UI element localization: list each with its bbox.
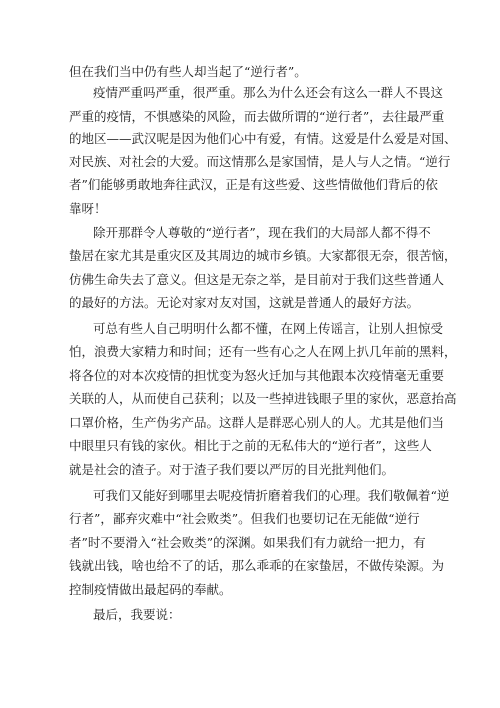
text-line: 但在我们当中仍有些人却当起了“逆行者”。 [69, 64, 307, 79]
text-line: 的地区——武汉呢是因为他们心中有爱，有情。这爱是什么爱是对国、 [69, 131, 457, 146]
text-line: 就是社会的渣子。对于渣子我们要以严厉的目光批判他们。 [69, 462, 395, 477]
text-line: 疫情严重吗严重，很严重。那么为什么还会有这么一群人不畏这 [93, 85, 444, 100]
text-line: 除开那群令人尊敬的“逆行者”，现在我们的大局部人都不得不 [93, 225, 431, 240]
text-line: 的最好的方法。无论对家对友对国，这就是普通人的最好方法。 [69, 295, 420, 310]
text-line: 中眼里只有钱的家伙。相比于之前的无私伟大的“逆行者”，这些人 [69, 438, 432, 453]
text-line: 钱就出钱，啥也给不了的话，那么乖乖的在家蛰居，不做传染源。为 [69, 558, 445, 573]
text-line: 将各位的对本次疫情的担忧变为怒火迁加与其他跟本次疫情毫无重要 [69, 368, 445, 383]
text-line: 严重的疫情，不惧感染的风险，而去做所谓的“逆行者”，去往最严重 [69, 109, 445, 124]
text-line: 蛰居在家尤其是重灾区及其周边的城市乡镇。大家都很无奈，很苦恼， [69, 248, 457, 263]
text-line: 可总有些人自己明明什么都不懂，在网上传谣言，让别人担惊受 [93, 321, 444, 336]
text-line: 关联的人，从而使自己获利；以及一些掉进钱眼子里的家伙，恶意抬高 [69, 391, 457, 406]
text-line: 者”们能够勇敢地奔往武汉，正是有这些爱、这些情做他们背后的依 [69, 177, 438, 192]
text-line: 最后，我要说： [93, 607, 181, 622]
text-line: 仿佛生命失去了意义。但这是无奈之举，是目前对于我们这些普通人 [69, 272, 445, 287]
text-line: 行者”，鄙弃灾难中“社会败类”。但我们也要切记在无能做“逆行 [69, 511, 420, 526]
text-line: 口罩价格，生产伪劣产品。这群人是群恶心别人的人。尤其是他们当 [69, 415, 445, 430]
text-line: 靠呀！ [69, 201, 107, 216]
text-line: 者”时不要滑入“社会败类”的深渊。如果我们有力就给一把力，有 [69, 535, 426, 550]
text-line: 对民族、对社会的大爱。而这情那么是家国情，是人与人之情。“逆行 [69, 154, 451, 169]
text-line: 怕，浪费大家精力和时间；还有一些有心之人在网上扒几年前的黑料， [69, 344, 457, 359]
text-line: 可我们又能好到哪里去呢疫情折磨着我们的心理。我们敬佩着“逆 [93, 488, 450, 503]
text-line: 控制疫情做出最起码的奉献。 [69, 582, 232, 597]
